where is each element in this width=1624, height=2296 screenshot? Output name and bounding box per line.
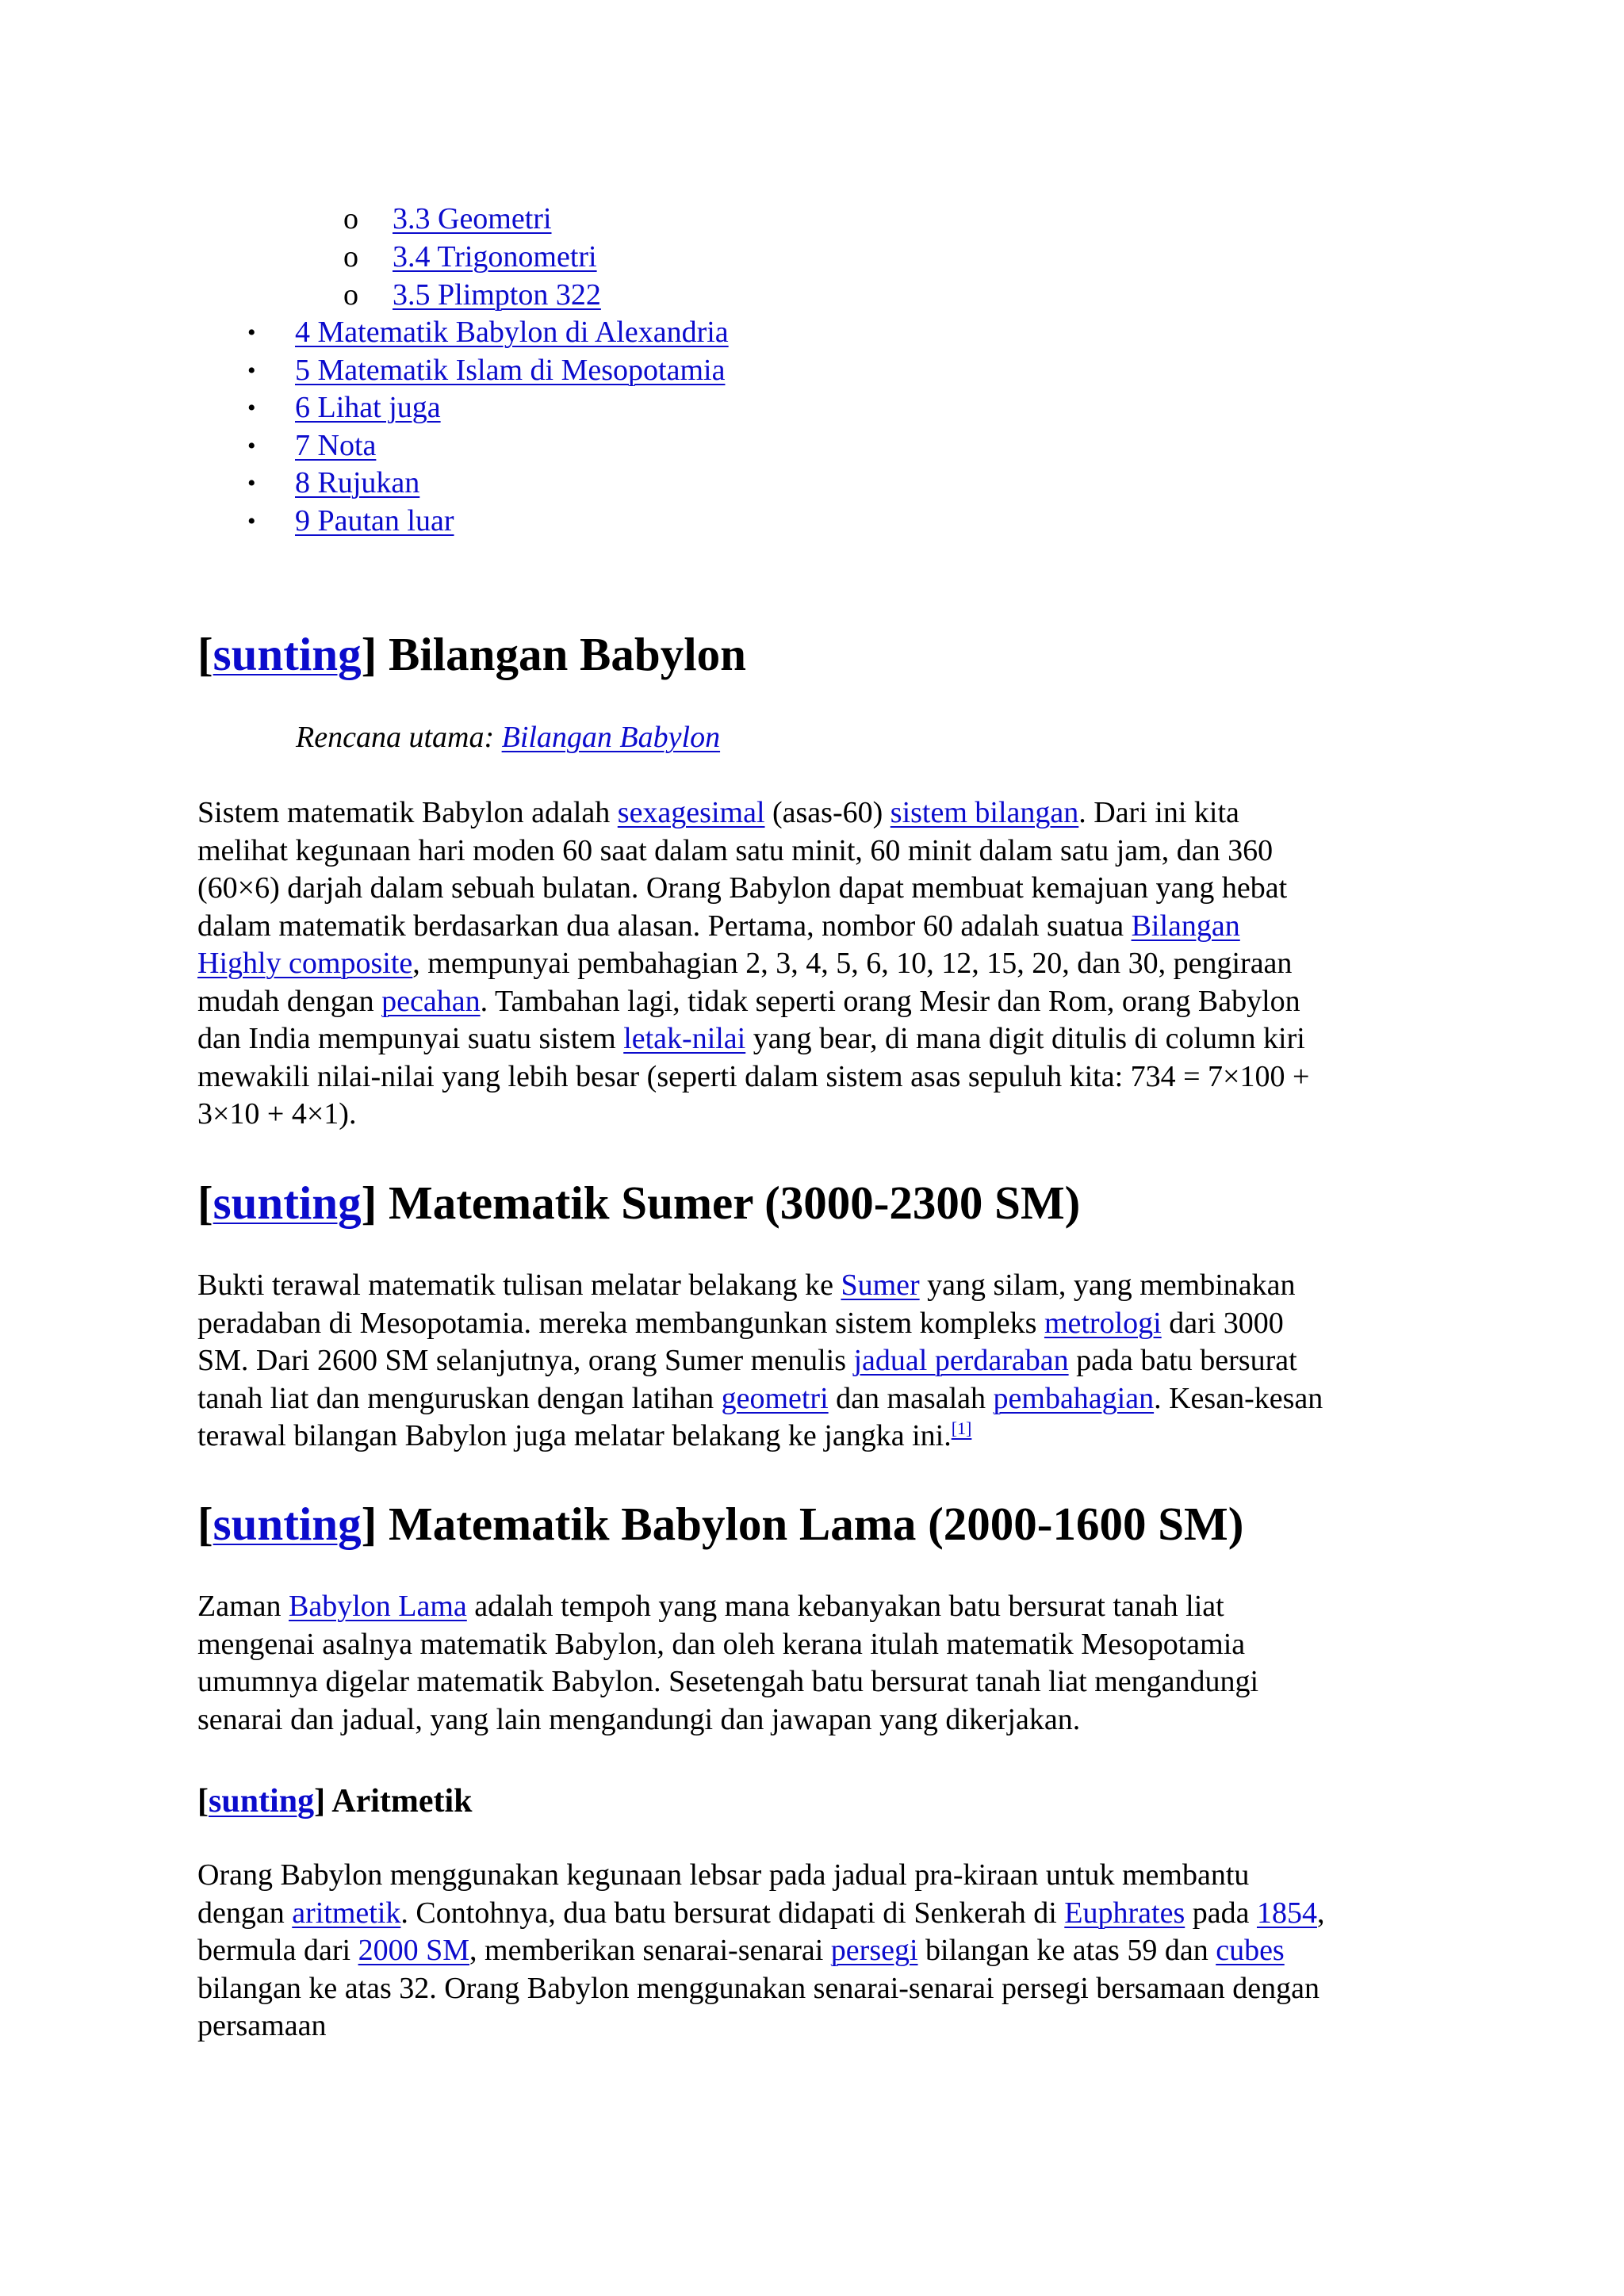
footnote-ref	[952, 1418, 972, 1438]
text-segment: . Dari ini kita	[1078, 796, 1239, 829]
text-segment: adalah tempoh yang mana kebanyakan batu bersurat tanah liat	[466, 1590, 1224, 1623]
text-segment: mengenai asalnya matematik Babylon, dan oleh kerana itulah matematik Mesopotamia	[197, 1627, 1246, 1661]
text-segment: dalam matematik berdasarkan dua alasan. Pertama, nombor 60 adalah suatua	[197, 909, 1132, 943]
toc-sub-list	[197, 200, 601, 314]
text-line	[197, 794, 1434, 832]
heading-bilangan-babylon: [sunting] Bilangan Babylon	[197, 628, 746, 680]
inline-link[interactable]: jadual perdaraban	[853, 1344, 1069, 1377]
toc-item	[197, 352, 729, 390]
main-article-note	[296, 718, 720, 756]
text-segment: bilangan ke atas 59 dan	[917, 1934, 1216, 1967]
toc-bullet: •	[247, 432, 256, 459]
toc-bullet: •	[247, 320, 256, 346]
text-line	[197, 1305, 1434, 1343]
text-segment: umumnya digelar matematik Babylon. Sesetengah batu bersurat tanah liat mengandungi	[197, 1665, 1259, 1698]
text-line	[197, 1663, 1434, 1701]
toc-bullet: •	[247, 507, 256, 534]
inline-link[interactable]: cubes	[1216, 1934, 1285, 1967]
text-segment: Sistem matematik Babylon adalah	[197, 796, 618, 829]
inline-link[interactable]: geometri	[721, 1381, 829, 1415]
text-segment: pada	[1185, 1896, 1257, 1930]
inline-link[interactable]: 1854	[1256, 1896, 1317, 1930]
text-segment: . Kesan-kesan	[1154, 1381, 1323, 1415]
text-line	[197, 1380, 1434, 1418]
toc-link-alexandria[interactable]: 4 Matematik Babylon di Alexandria	[295, 316, 729, 349]
text-segment: 3×10 + 4×1).	[197, 1097, 357, 1131]
text-line	[197, 1857, 1434, 1895]
toc-main-list	[197, 314, 729, 540]
paragraph-bilangan	[197, 794, 1434, 1134]
toc-item	[197, 503, 729, 541]
toc-link-geometri[interactable]: 3.3 Geometri	[393, 202, 552, 235]
heading-aritmetik: [sunting] Aritmetik	[197, 1783, 473, 1820]
main-article-link[interactable]: Bilangan Babylon	[501, 721, 721, 754]
text-segment: ,	[1316, 1896, 1325, 1930]
text-segment: melihat kegunaan hari moden 60 saat dalam satu minit, 60 minit dalam satu jam, dan 360	[197, 833, 1274, 867]
toc-item	[197, 389, 729, 427]
toc-bullet: •	[247, 395, 256, 421]
text-line	[197, 1020, 1434, 1058]
inline-link[interactable]: Sumer	[841, 1269, 920, 1302]
toc-item	[197, 200, 601, 238]
text-segment: Orang Babylon menggunakan kegunaan lebsar pada jadual pra-kiraan untuk membantu	[197, 1858, 1250, 1892]
text-line	[197, 1932, 1434, 1970]
text-segment: tanah liat dan menguruskan dengan latihan	[197, 1381, 722, 1415]
text-segment: yang bear, di mana digit ditulis di column kiri	[745, 1022, 1305, 1055]
toc-item	[197, 238, 601, 276]
inline-link[interactable]: sistem bilangan	[890, 796, 1079, 829]
toc-item	[197, 465, 729, 503]
text-line	[197, 1096, 1434, 1134]
heading-text: Matematik Sumer (3000-2300 SM)	[389, 1177, 1081, 1229]
toc-link-islam[interactable]: 5 Matematik Islam di Mesopotamia	[295, 353, 726, 387]
text-line	[197, 1970, 1434, 2008]
text-segment: bilangan ke atas 32. Orang Babylon menggunakan senarai-senarai persegi bersamaan dengan	[197, 1971, 1320, 2005]
heading-text: Bilangan Babylon	[389, 628, 746, 680]
text-segment: dan India mempunyai suatu sistem	[197, 1022, 624, 1055]
text-segment: bermula dari	[197, 1934, 358, 1967]
text-segment: senarai dan jadual, yang lain mengandungi dan jawapan yang dikerjakan.	[197, 1702, 1081, 1736]
text-line	[197, 1418, 1434, 1456]
inline-link[interactable]: Highly composite	[197, 947, 413, 980]
inline-link[interactable]: pecahan	[381, 984, 481, 1018]
text-segment: persamaan	[197, 2009, 327, 2042]
text-line	[197, 1701, 1434, 1739]
inline-link[interactable]: aritmetik	[292, 1896, 401, 1930]
text-segment: terawal bilangan Babylon juga melatar belakang ke jangka ini.	[197, 1419, 952, 1452]
toc-item	[197, 276, 601, 314]
text-segment: SM. Dari 2600 SM selanjutnya, orang Sumer menulis	[197, 1344, 854, 1377]
text-line	[197, 1588, 1434, 1626]
text-line	[197, 1267, 1434, 1305]
toc-bullet: •	[247, 470, 256, 496]
text-line	[197, 1626, 1434, 1664]
toc-bullet: o	[343, 202, 358, 235]
toc-bullet: o	[343, 278, 358, 312]
text-line	[197, 1895, 1434, 1933]
edit-link[interactable]: sunting	[213, 1498, 362, 1550]
text-segment: (asas-60)	[764, 796, 891, 829]
text-segment: (60×6) darjah dalam sebuah bulatan. Orang Babylon dapat membuat kemajuan yang hebat	[197, 871, 1288, 905]
paragraph-sumer	[197, 1267, 1434, 1456]
inline-link[interactable]: Bilangan	[1131, 909, 1240, 943]
text-segment: dengan	[197, 1896, 293, 1930]
text-segment: mudah dengan	[197, 984, 382, 1018]
text-segment: mewakili nilai-nilai yang lebih besar (seperti dalam sistem asas sepuluh kita: 734 = 7×100 +	[197, 1059, 1310, 1093]
toc-link-nota[interactable]: 7 Nota	[295, 428, 377, 462]
heading-matematik-sumer: [sunting] Matematik Sumer (3000-2300 SM)	[197, 1177, 1081, 1229]
text-segment: yang silam, yang membinakan	[919, 1269, 1296, 1302]
text-segment: Bukti terawal matematik tulisan melatar belakang ke	[197, 1269, 841, 1302]
inline-link[interactable]: 2000 SM	[358, 1934, 470, 1967]
text-segment: . Tambahan lagi, tidak seperti orang Mesir dan Rom, orang Babylon	[480, 984, 1300, 1018]
toc-link-rujukan[interactable]: 8 Rujukan	[295, 466, 420, 499]
toc-link-pautan-luar[interactable]: 9 Pautan luar	[295, 503, 454, 538]
paragraph-babylon-lama	[197, 1588, 1434, 1739]
heading-text: Matematik Babylon Lama (2000-1600 SM)	[389, 1498, 1244, 1550]
paragraph-aritmetik	[197, 1857, 1434, 2045]
inline-link[interactable]: Babylon Lama	[289, 1590, 467, 1623]
text-line	[197, 2007, 1434, 2045]
inline-link[interactable]: metrologi	[1044, 1306, 1162, 1340]
toc-bullet: o	[343, 240, 358, 274]
toc-link-lihat-juga[interactable]: 6 Lihat juga	[295, 391, 441, 424]
toc-item	[197, 314, 729, 352]
inline-link[interactable]: letak-nilai	[623, 1022, 746, 1055]
text-line	[197, 870, 1434, 908]
inline-link[interactable]: sexagesimal	[617, 796, 765, 829]
text-segment: peradaban di Mesopotamia. mereka membangunkan sistem kompleks	[197, 1306, 1044, 1340]
text-line	[197, 945, 1434, 983]
heading-babylon-lama: [sunting] Matematik Babylon Lama (2000-1600 SM)	[197, 1498, 1244, 1550]
text-line	[197, 832, 1434, 871]
edit-link[interactable]: sunting	[213, 1177, 362, 1229]
toc-item	[197, 427, 729, 465]
toc-link-trigonometri[interactable]: 3.4 Trigonometri	[393, 240, 597, 274]
text-segment: , mempunyai pembahagian 2, 3, 4, 5, 6, 10, 12, 15, 20, dan 30, pengiraan	[412, 947, 1293, 980]
text-segment: dan masalah	[828, 1381, 994, 1415]
inline-link[interactable]: Euphrates	[1064, 1896, 1185, 1930]
note-prefix: Rencana utama:	[296, 721, 502, 754]
edit-link[interactable]: sunting	[209, 1783, 315, 1820]
text-segment: . Contohnya, dua batu bersurat didapati di Senkerah di	[400, 1896, 1065, 1930]
text-line	[197, 1058, 1434, 1096]
text-line	[197, 908, 1434, 946]
text-segment: , memberikan senarai-senarai	[469, 1934, 831, 1967]
text-line	[197, 983, 1434, 1021]
toc-link-plimpton[interactable]: 3.5 Plimpton 322	[393, 278, 601, 312]
text-segment: pada batu bersurat	[1068, 1344, 1297, 1377]
toc-bullet: •	[247, 357, 256, 384]
text-segment: dari 3000	[1161, 1306, 1284, 1340]
inline-link[interactable]: persegi	[830, 1934, 918, 1967]
edit-link[interactable]: sunting	[213, 628, 362, 680]
text-segment: Zaman	[197, 1590, 289, 1623]
reference-link[interactable]: [1]	[951, 1418, 972, 1438]
text-line	[197, 1342, 1434, 1380]
inline-link[interactable]: pembahagian	[993, 1381, 1155, 1415]
heading-text: Aritmetik	[331, 1783, 473, 1820]
